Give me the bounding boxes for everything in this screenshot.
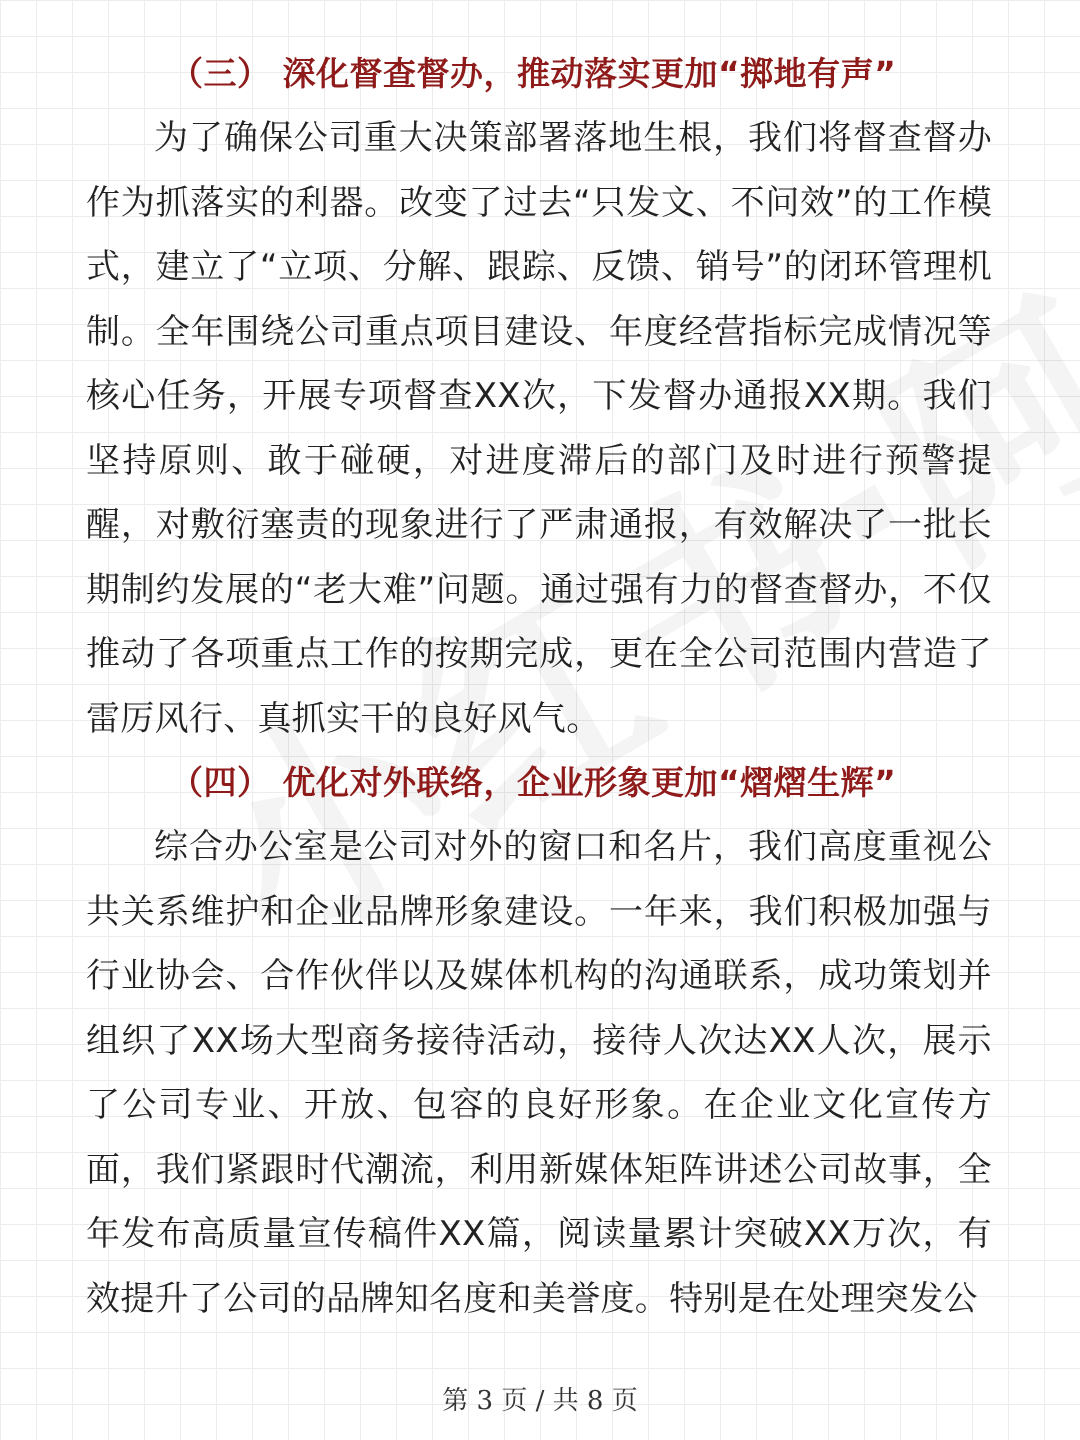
section-heading-3: （三） 深化督查督办，推动落实更加“掷地有声” — [170, 54, 897, 93]
document-body — [86, 42, 992, 1331]
section-heading-4: （四） 优化对外联络，企业形象更加“熠熠生辉” — [170, 763, 897, 802]
section-paragraph-3: 为了确保公司重大决策部署落地生根，我们将督查督办作为抓落实的利器。改变了过去“只发文、不问效”的工作模式，建立了“立项、分解、跟踪、反馈、销号”的闭环管理机制。全年围绕公司重点项目建设、年度经营指标完成情况等核心任务，开展专项督查XX次，下发督办通报XX期。我们坚持原则、敢于碰硬，对进度滞后的部门及时进行预警提醒，对敷衍塞责的现象进行了严肃通报，有效解决了一批长期制约发展的“老大难”问题。通过强有力的督查督办，不仅推动了各项重点工作的按期完成，更在全公司范围内营造了雷厉风行、真抓实干的良好风气。 — [86, 118, 992, 739]
section-paragraph-4: 综合办公室是公司对外的窗口和名片，我们高度重视公共关系维护和企业品牌形象建设。一年来，我们积极加强与行业协会、合作伙伴以及媒体机构的沟通联系，成功策划并组织了XX场大型商务接待活动，接待人次达XX人次，展示了公司专业、开放、包容的良好形象。在企业文化宣传方面，我们紧跟时代潮流，利用新媒体矩阵讲述公司故事，全年发布高质量宣传稿件XX篇，阅读量累计突破XX万次，有效提升了公司的品牌知名度和美誉度。特别是在处理突发公 — [86, 827, 992, 1319]
page-number: 第 3 页 / 共 8 页 — [442, 1386, 638, 1416]
